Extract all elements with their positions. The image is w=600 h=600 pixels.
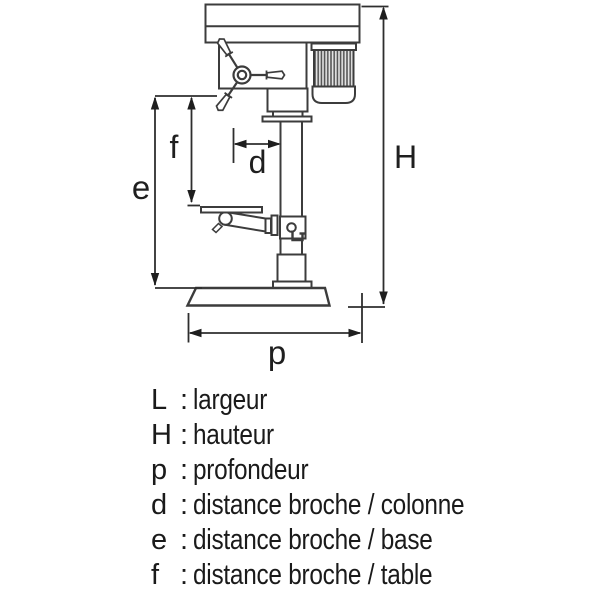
legend-symbol: H [151, 419, 172, 451]
work-table [201, 207, 278, 235]
legend-row-distance-broche-colonne [151, 488, 516, 523]
legend-symbol: L [151, 384, 168, 416]
dim-e [151, 96, 217, 288]
column-foot [273, 255, 312, 289]
legend-row-distance-broche-table [151, 558, 516, 593]
legend-symbol: f [151, 559, 160, 591]
table-pivot-pin [213, 224, 223, 233]
dim-label-p: p [267, 334, 287, 371]
legend-separator: : [179, 384, 189, 416]
legend-description: largeur [193, 384, 268, 416]
legend-symbol: d [151, 489, 168, 521]
dim-f [187, 97, 200, 206]
legend-symbol: p [151, 454, 168, 486]
legend-description: distance broche / table [193, 559, 433, 591]
legend-row-profondeur [151, 453, 516, 488]
motor [312, 44, 357, 104]
base [188, 288, 330, 306]
dimension-legend [151, 383, 516, 593]
head-cap [206, 5, 360, 43]
legend-row-distance-broche-base [151, 523, 516, 558]
dim-label-H: H [393, 139, 418, 175]
legend-description: profondeur [193, 454, 309, 486]
motor-end-cap [313, 87, 356, 104]
legend-symbol: e [151, 524, 168, 556]
motor-fins [314, 50, 354, 87]
drill-press [188, 5, 360, 306]
legend-description: distance broche / base [193, 524, 433, 556]
table-pivot [219, 212, 232, 225]
spindle-quill [263, 89, 312, 122]
legend-description: distance broche / colonne [193, 489, 465, 521]
legend-separator: : [179, 559, 189, 591]
legend-separator: : [179, 524, 189, 556]
legend-description: hauteur [193, 419, 274, 451]
head-body [219, 43, 307, 89]
table-top [201, 207, 262, 213]
legend-separator: : [179, 489, 189, 521]
legend-separator: : [179, 454, 189, 486]
legend-row-largeur [151, 383, 516, 418]
arm-collar [266, 219, 272, 234]
legend-row-hauteur [151, 418, 516, 453]
dim-label-f: f [169, 129, 179, 165]
arm-collar [272, 216, 278, 236]
dim-label-e: e [131, 169, 151, 206]
table-clamp [280, 217, 306, 241]
legend-separator: : [179, 419, 189, 451]
dim-label-d: d [248, 144, 267, 180]
dimension-labels [132, 129, 417, 371]
